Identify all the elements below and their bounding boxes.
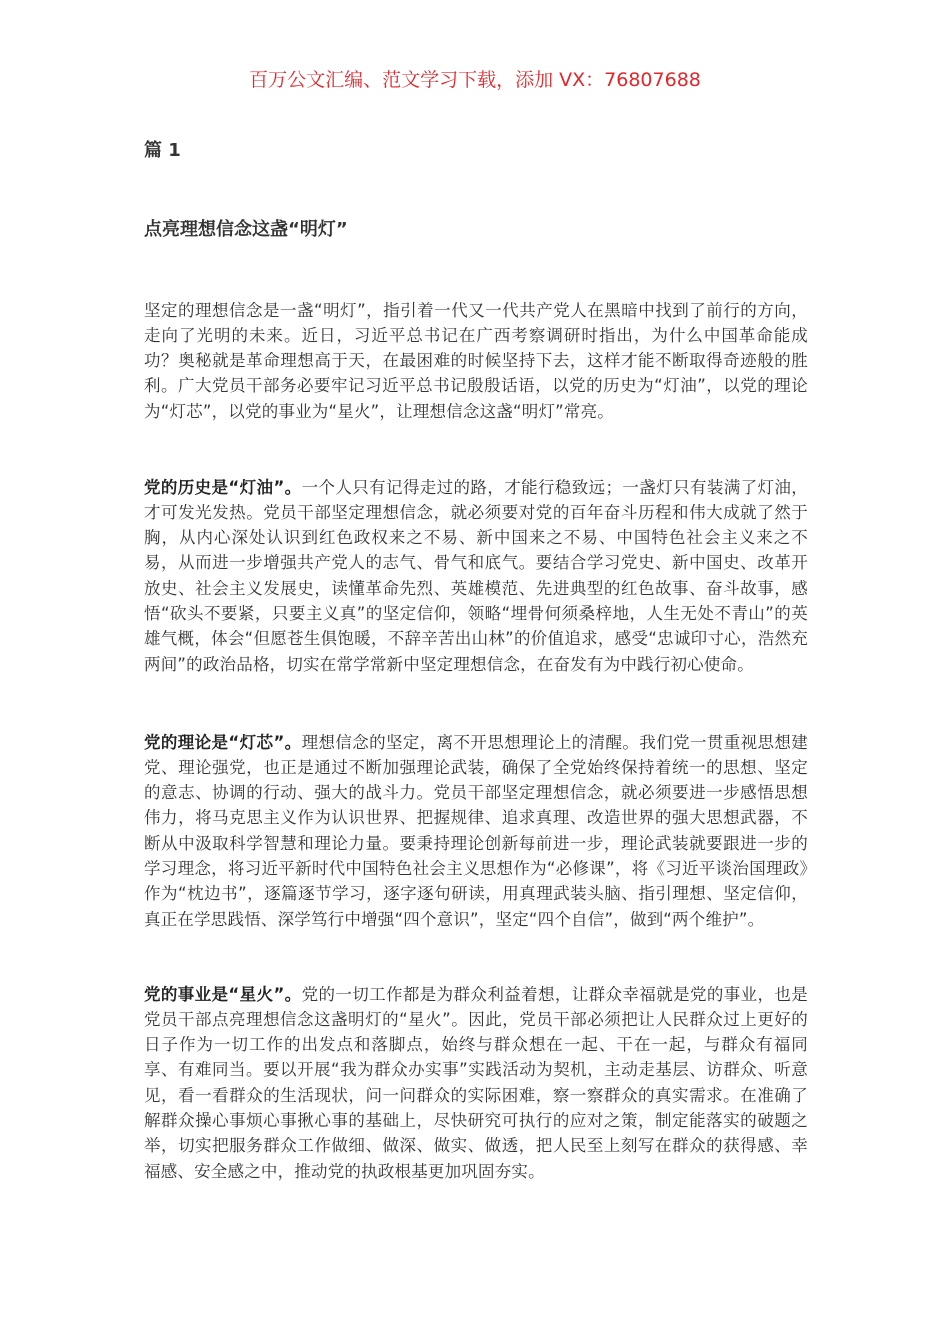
paragraph-lead: 党的事业是“星火”。	[144, 984, 302, 1004]
paragraph-text: 一个人只有记得走过的路，才能行稳致远；一盏灯只有装满了灯油，才可发光发热。党员干部坚定理想信念，就必须要对党的百年奋斗历程和伟大成就了然于胸，从内心深处认识到红色政权来之不易、新中国来之不易、中国特色社会主义来之不易，从而进一步增强共产党人的志气、骨气和底气。要结合学习党史、新中国史、改革开放史、社会主义发展史，读懂革命先烈、英雄模范、先进典型的红色故事、奋斗故事，感悟“砍头不要紧，只要主义真”的坚定信仰，领略“埋骨何须桑梓地，人生无处不青山”的英雄气概，体会“但愿苍生俱饱暖，不辞辛苦出山林”的价值追求，感受“忠诚印寸心，浩然充两间”的政治品格，切实在常学常新中坚定理想信念，在奋发有为中践行初心使命。	[144, 477, 808, 674]
paragraph-text: 坚定的理想信念是一盏“明灯”，指引着一代又一代共产党人在黑暗中找到了前行的方向，走向了光明的未来。近日，习近平总书记在广西考察调研时指出，为什么中国革命能成功？奥秘就是革命理想高于天，在最困难的时候坚持下去，这样才能不断取得奇迹般的胜利。广大党员干部务必要牢记习近平总书记殷殷话语，以党的历史为“灯油”，以党的理论为“灯芯”，以党的事业为“星火”，让理想信念这盏“明灯”常亮。	[144, 300, 808, 421]
section-label: 篇 1	[144, 140, 181, 161]
paragraph-text: 理想信念的坚定，离不开思想理论上的清醒。我们党一贯重视思想建党、理论强党，也正是通过不断加强理论武装，确保了全党始终保持着统一的思想、坚定的意志、协调的行动、强大的战斗力。党员干部坚定理想信念，就必须要进一步感悟思想伟力，将马克思主义作为认识世界、把握规律、追求真理、改造世界的强大思想武器，不断从中汲取科学智慧和理论力量。要秉持理论创新每前进一步，理论武装就要跟进一步的学习理念，将习近平新时代中国特色社会主义思想作为“必修课”，将《习近平谈治国理政》作为“枕边书”，逐篇逐节学习，逐字逐句研读，用真理武装头脑、指引理想、坚定信仰，真正在学思践悟、深学笃行中增强“四个意识”，坚定“四个自信”，做到“两个维护”。	[144, 732, 808, 929]
header-banner: 百万公文汇编、范文学习下载，添加 VX：76807688	[249, 69, 701, 91]
paragraph-text: 党的一切工作都是为群众利益着想，让群众幸福就是党的事业，也是党员干部点亮理想信念这盏明灯的“星火”。因此，党员干部必须把让人民群众过上更好的日子作为一切工作的出发点和落脚点，始终与群众想在一起、干在一起，与群众有福同享、有难同当。要以开展“我为群众办实事”实践活动为契机，主动走基层、访群众、听意见，看一看群众的生活现状，问一问群众的实际困难，察一察群众的真实需求。在准确了解群众操心事烦心事揪心事的基础上，尽快研究可执行的应对之策，制定能落实的破题之举，切实把服务群众工作做细、做深、做实、做透，把人民至上刻写在群众的获得感、幸福感、安全感之中，推动党的执政根基更加巩固夯实。	[144, 984, 808, 1181]
paragraph-lead: 党的历史是“灯油”。	[144, 477, 302, 497]
paragraph-cause	[144, 982, 808, 1184]
paragraph-lead: 党的理论是“灯芯”。	[144, 732, 302, 752]
paragraph-history	[144, 475, 808, 677]
paragraph-theory	[144, 730, 808, 932]
paragraph-intro	[144, 298, 808, 424]
document-title: 点亮理想信念这盏“明灯”	[144, 219, 348, 240]
